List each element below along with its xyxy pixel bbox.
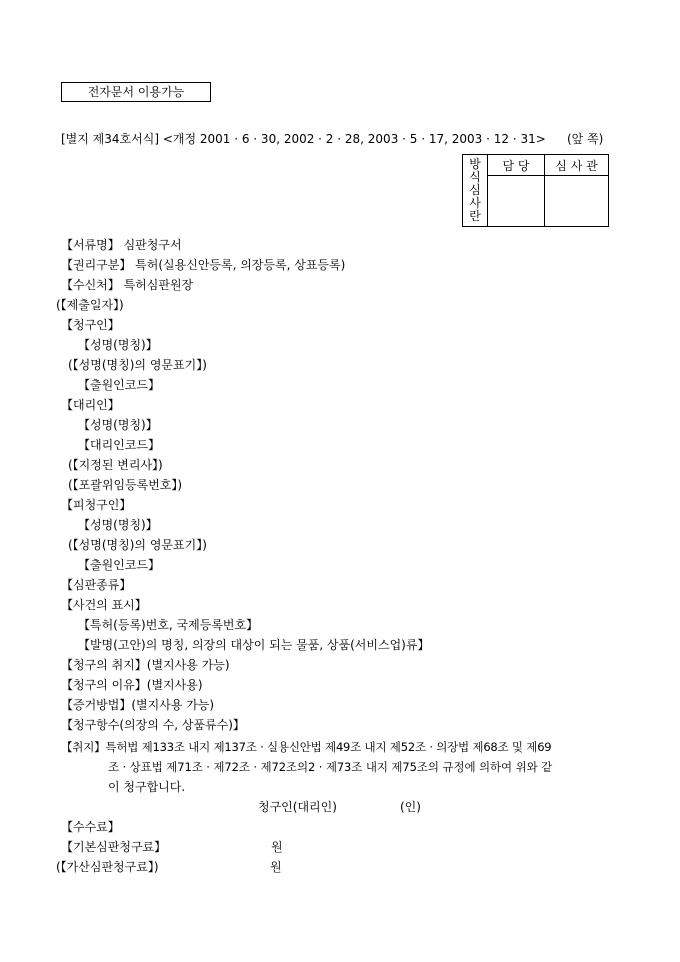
page-side-label: (앞 쪽)	[567, 132, 604, 146]
respondent-name-en: (【성명(명칭)의 영문표기】)	[68, 538, 207, 552]
seal-mark: (인)	[400, 800, 421, 814]
claimant: 【청구인】	[61, 318, 120, 332]
recipient: 【수신처】 특허심판원장	[61, 278, 194, 292]
claim-count: 【청구항수(의장의 수, 상품류수)】	[61, 718, 245, 732]
submit-date: (【제출일자】)	[56, 298, 124, 312]
agent-code: 【대리인코드】	[78, 438, 160, 452]
claimant-code: 【출원인코드】	[78, 378, 160, 392]
review-vertical-text: 방식심사란	[469, 157, 481, 223]
respondent-code: 【출원인코드】	[78, 558, 160, 572]
trial-type: 【심판종류】	[61, 578, 132, 592]
review-col-examiner: 심 사 관	[545, 155, 609, 176]
base-fee-unit: 원	[271, 840, 283, 854]
signature-label: 청구인(대리인)	[258, 800, 337, 814]
right-class: 【권리구분】 특허(실용신안등록, 의장등록, 상표등록)	[61, 258, 346, 272]
claimant-name-en: (【성명(명칭)의 영문표기】)	[68, 358, 207, 372]
respondent: 【피청구인】	[61, 498, 132, 512]
claim-reason: 【청구의 이유】(별지사용)	[61, 678, 203, 692]
agent-poa: (【포괄위임등록번호】)	[68, 478, 183, 492]
review-vertical-label	[463, 155, 488, 227]
extra-fee: (【가산심판청구료】)	[56, 860, 159, 874]
base-fee: 【기본심판청구료】	[61, 840, 167, 854]
review-cell-examiner	[545, 176, 609, 227]
doc-name: 【서류명】 심판청구서	[61, 238, 182, 252]
extra-fee-unit: 원	[270, 860, 282, 874]
purport-line-3: 이 청구합니다.	[108, 780, 186, 794]
agent-designated: (【지정된 변리사】)	[68, 458, 163, 472]
claimant-name: 【성명(명칭)】	[78, 338, 158, 352]
fee: 【수수료】	[61, 820, 120, 834]
purport-line-2: 조 · 상표법 제71조 · 제72조 · 제72조의2 · 제73조 내지 제75조의 규정에 의하여 위와 같	[108, 760, 553, 774]
form-number-line: [별지 제34호서식] <개정 2001 · 6 · 30, 2002 · 2 · 28, 2003 · 5 · 17, 2003 · 12 · 31>	[61, 132, 546, 146]
evidence: 【증거방법】(별지사용 가능)	[61, 698, 215, 712]
respondent-name: 【성명(명칭)】	[78, 518, 158, 532]
electronic-document-box: 전자문서 이용가능	[61, 82, 211, 102]
invention-title: 【발명(고안)의 명칭, 의장의 대상이 되는 물품, 상품(서비스업)류】	[78, 638, 430, 652]
patent-number: 【특허(등록)번호, 국제등록번호】	[78, 618, 259, 632]
agent: 【대리인】	[61, 398, 120, 412]
claim-purpose: 【청구의 취지】(별지사용 가능)	[61, 658, 230, 672]
review-box	[462, 154, 609, 227]
review-col-charge: 담 당	[488, 155, 545, 176]
review-cell-charge	[488, 176, 545, 227]
agent-name: 【성명(명칭)】	[78, 418, 158, 432]
purport-line-1: 【취지】특허법 제133조 내지 제137조 · 실용신안법 제49조 내지 제52조 · 의장법 제68조 및 제69	[61, 740, 552, 754]
case-display: 【사건의 표시】	[61, 598, 147, 612]
